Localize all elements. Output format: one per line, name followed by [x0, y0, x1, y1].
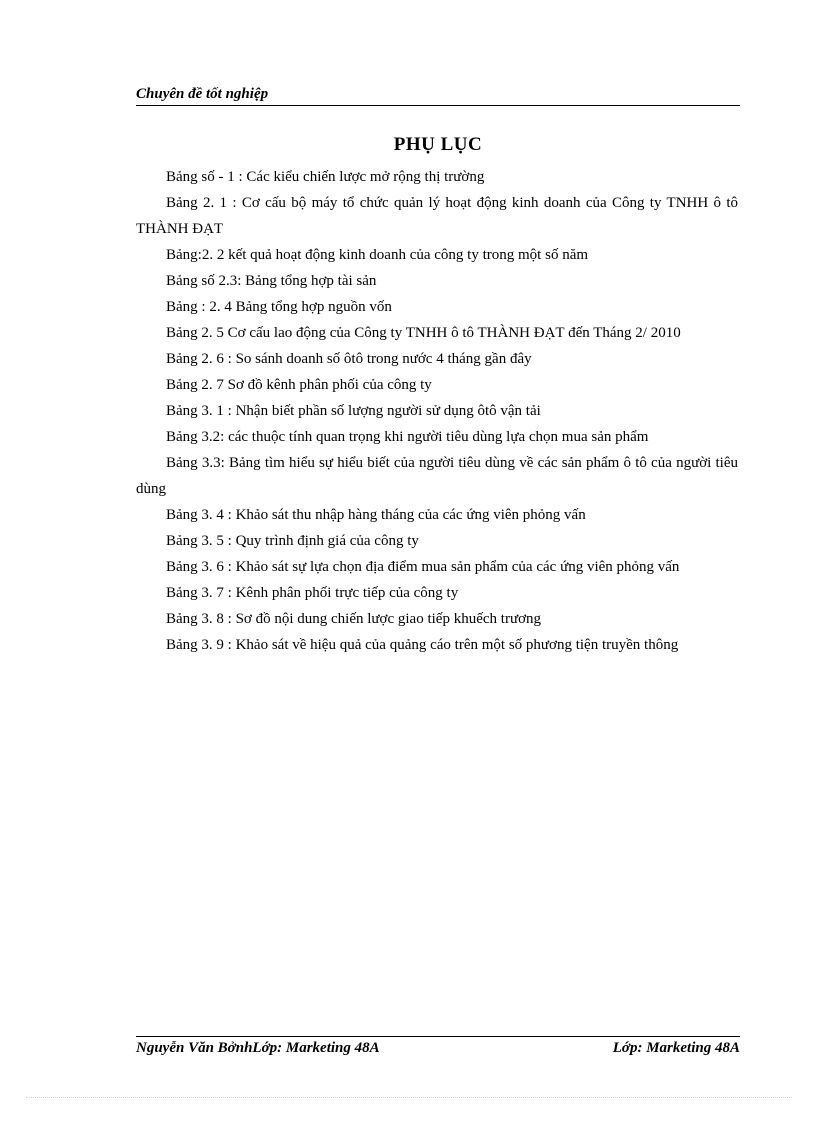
list-item: Bảng số 2.3: Bảng tổng hợp tài sản [166, 273, 377, 289]
page-header: Chuyên đề tốt nghiệp [136, 86, 269, 102]
list-item: Bảng 3. 9 : Khảo sát về hiệu quả của quảng cáo trên một số phương tiện truyền thông [166, 637, 679, 653]
list-item: Bảng 3. 8 : Sơ đồ nội dung chiến lược giao tiếp khuếch trương [166, 611, 541, 627]
footer-divider [136, 1036, 740, 1037]
list-item: Bảng 2. 7 Sơ đồ kênh phân phối của công ty [166, 377, 432, 393]
list-item: Bảng 3.3: Bảng tìm hiểu sự hiểu biết của người tiêu dùng về các sản phẩm ô tô của người tiêu dùng [136, 455, 738, 497]
footer-author: Nguyễn Văn BởnhLớp: Marketing 48A [136, 1040, 380, 1056]
header-divider [136, 105, 740, 106]
list-item: Bảng 2. 6 : So sánh doanh số ôtô trong nước 4 tháng gần đây [166, 351, 532, 367]
list-item: Bảng 3. 1 : Nhận biết phần số lượng người sử dụng ôtô vận tải [166, 403, 541, 419]
list-item: Bảng : 2. 4 Bảng tổng hợp nguồn vốn [166, 299, 392, 315]
page-bottom-divider [26, 1097, 792, 1098]
list-item: Bảng 3. 7 : Kênh phân phối trực tiếp của công ty [166, 585, 459, 601]
list-item: Bảng 3. 4 : Khảo sát thu nhập hàng tháng của các ứng viên phỏng vấn [166, 507, 586, 523]
list-item: Bảng 3.2: các thuộc tính quan trọng khi người tiêu dùng lựa chọn mua sản phẩm [166, 429, 649, 445]
list-item: Bảng 3. 5 : Quy trình định giá của công ty [166, 533, 419, 549]
appendix-list [136, 164, 738, 658]
list-item: Bảng:2. 2 kết quả hoạt động kinh doanh của công ty trong một số năm [166, 247, 589, 263]
list-item: Bảng 2. 5 Cơ cấu lao động của Công ty TNHH ô tô THÀNH ĐẠT đến Tháng 2/ 2010 [166, 325, 681, 341]
list-item: Bảng số - 1 : Các kiểu chiến lược mở rộng thị trường [166, 169, 485, 185]
list-item: Bảng 3. 6 : Khảo sát sự lựa chọn địa điểm mua sản phẩm của các ứng viên phỏng vấn [166, 559, 680, 575]
page-title: PHỤ LỤC [393, 134, 483, 155]
list-item: Bảng 2. 1 : Cơ cấu bộ máy tổ chức quản lý hoạt động kinh doanh của Công ty TNHH ô tô THÀNH ĐẠT [136, 195, 738, 237]
footer-class: Lớp: Marketing 48A [612, 1040, 740, 1056]
